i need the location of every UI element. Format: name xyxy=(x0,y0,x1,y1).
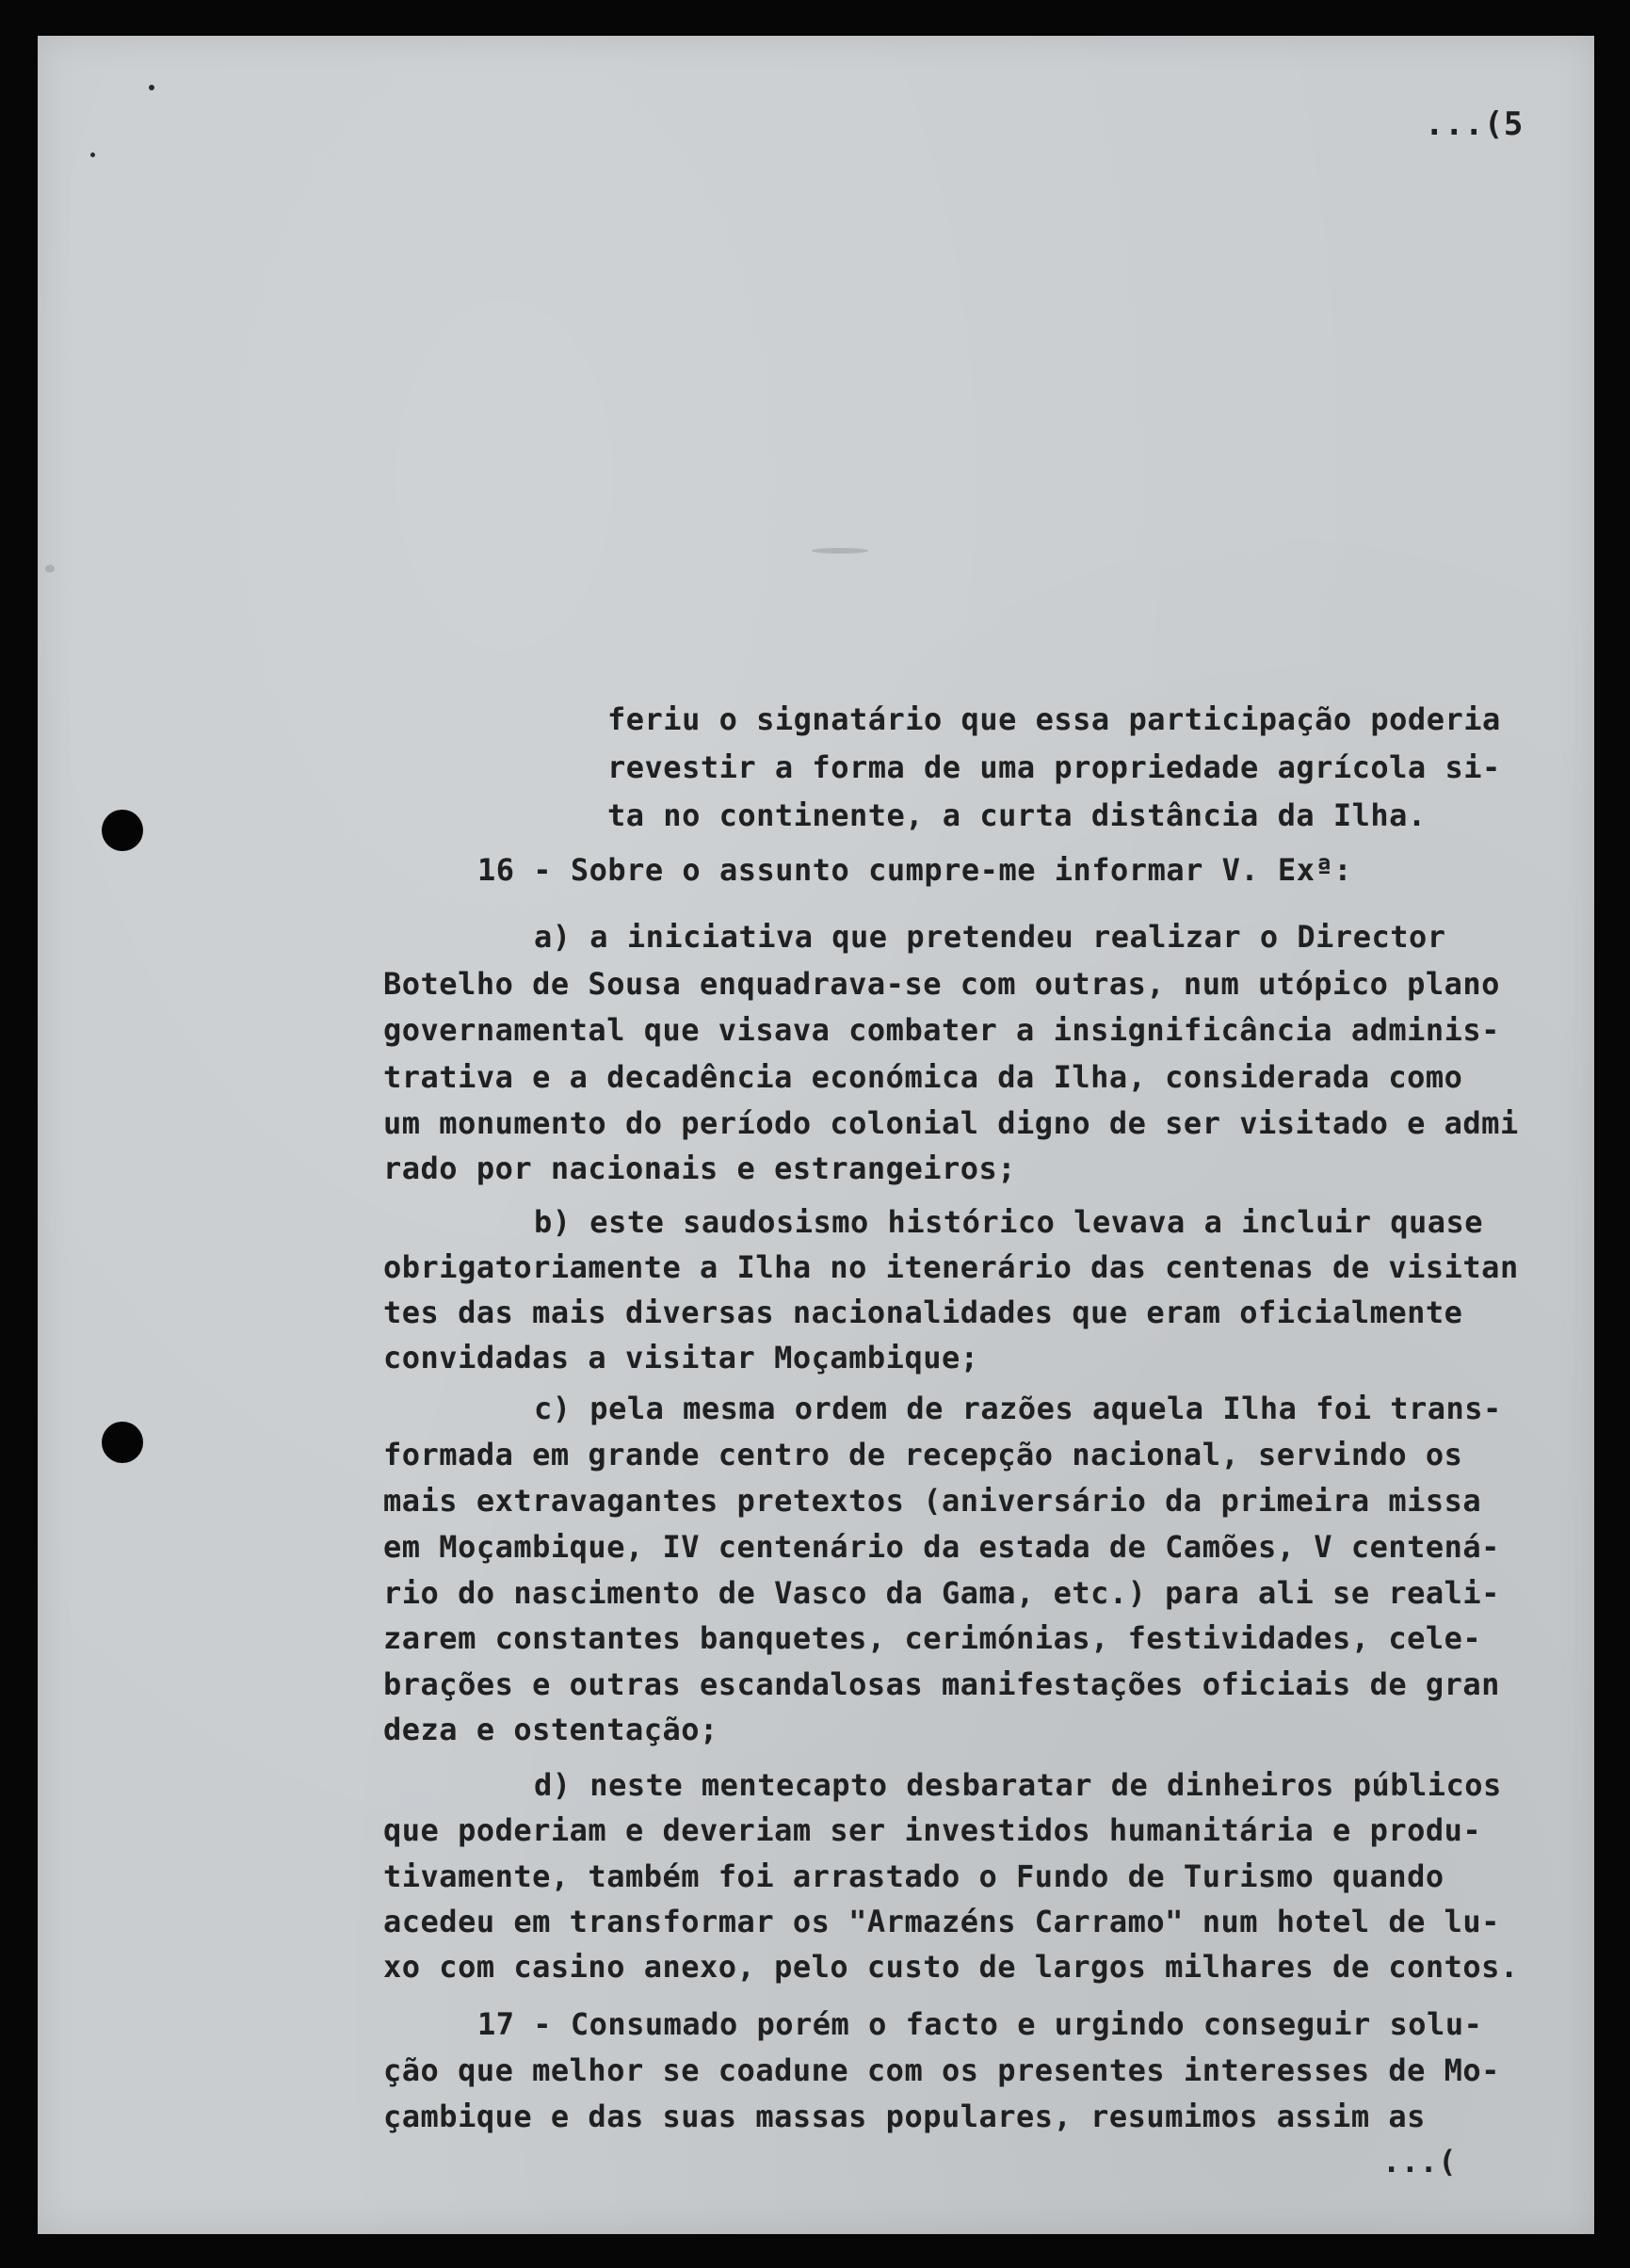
text-line: çambique e das suas massas populares, resumimos assim as xyxy=(383,2099,1426,2134)
text-line: Botelho de Sousa enquadrava-se com outras, num utópico plano xyxy=(383,966,1500,1002)
text-line: revestir a forma de uma propriedade agrícola si- xyxy=(607,749,1501,785)
paper-stain xyxy=(812,548,868,554)
text-line: acedeu em transformar os "Armazéns Carramo" num hotel de lu- xyxy=(383,1904,1500,1939)
punch-hole xyxy=(102,1422,143,1463)
text-line: zarem constantes banquetes, cerimónias, festividades, cele- xyxy=(383,1620,1482,1656)
text-line: brações e outras escandalosas manifestações oficiais de gran xyxy=(383,1666,1500,1702)
text-line: tes das mais diversas nacionalidades que eram oficialmente xyxy=(383,1295,1463,1330)
ink-speck xyxy=(90,153,95,157)
text-line: que poderiam e deveriam ser investidos humanitária e produ- xyxy=(383,1812,1482,1848)
text-line: tivamente, também foi arrastado o Fundo de Turismo quando xyxy=(383,1858,1444,1894)
text-line: xo com casino anexo, pelo custo de largos milhares de contos. xyxy=(383,1949,1519,1985)
text-line: b) este saudosismo histórico levava a incluir quase xyxy=(534,1204,1484,1240)
text-line: rado por nacionais e estrangeiros; xyxy=(383,1150,1017,1186)
text-line: a) a iniciativa que pretendeu realizar o Director xyxy=(534,919,1446,955)
text-line: deza e ostentação; xyxy=(383,1712,718,1747)
document-page xyxy=(38,36,1594,2234)
text-line: feriu o signatário que essa participação poderia xyxy=(607,701,1501,737)
page-reference: ...(5 xyxy=(1425,105,1524,143)
text-line: d) neste mentecapto desbaratar de dinheiros públicos xyxy=(534,1767,1502,1803)
text-line: rio do nascimento de Vasco da Gama, etc.) para ali se reali- xyxy=(383,1575,1500,1611)
text-line: ção que melhor se coadune com os presentes interesses de Mo- xyxy=(383,2052,1500,2088)
punch-hole xyxy=(102,810,143,851)
text-line: convidadas a visitar Moçambique; xyxy=(383,1340,979,1375)
text-line: mais extravagantes pretextos (aniversário da primeira missa xyxy=(383,1483,1482,1519)
text-line: um monumento do período colonial digno de ser visitado e admi xyxy=(383,1105,1519,1141)
text-line: 16 - Sobre o assunto cumpre-me informar V. Exª: xyxy=(477,852,1352,888)
text-line: ta no continente, a curta distância da Ilha. xyxy=(607,797,1427,833)
text-line: trativa e a decadência económica da Ilha, considerada como xyxy=(383,1059,1463,1095)
text-line: formada em grande centro de recepção nacional, servindo os xyxy=(383,1437,1463,1472)
ink-speck xyxy=(149,85,154,90)
continuation-mark: ...( xyxy=(1382,2144,1458,2180)
text-line: 17 - Consumado porém o facto e urgindo conseguir solu- xyxy=(477,2006,1483,2042)
text-line: em Moçambique, IV centenário da estada de Camões, V centená- xyxy=(383,1529,1500,1565)
text-line: governamental que visava combater a insignificância adminis- xyxy=(383,1012,1500,1048)
text-line: c) pela mesma ordem de razões aquela Ilha foi trans- xyxy=(534,1391,1502,1426)
text-line: obrigatoriamente a Ilha no itenerário das centenas de visitan xyxy=(383,1249,1519,1285)
paper-stain xyxy=(45,565,55,572)
